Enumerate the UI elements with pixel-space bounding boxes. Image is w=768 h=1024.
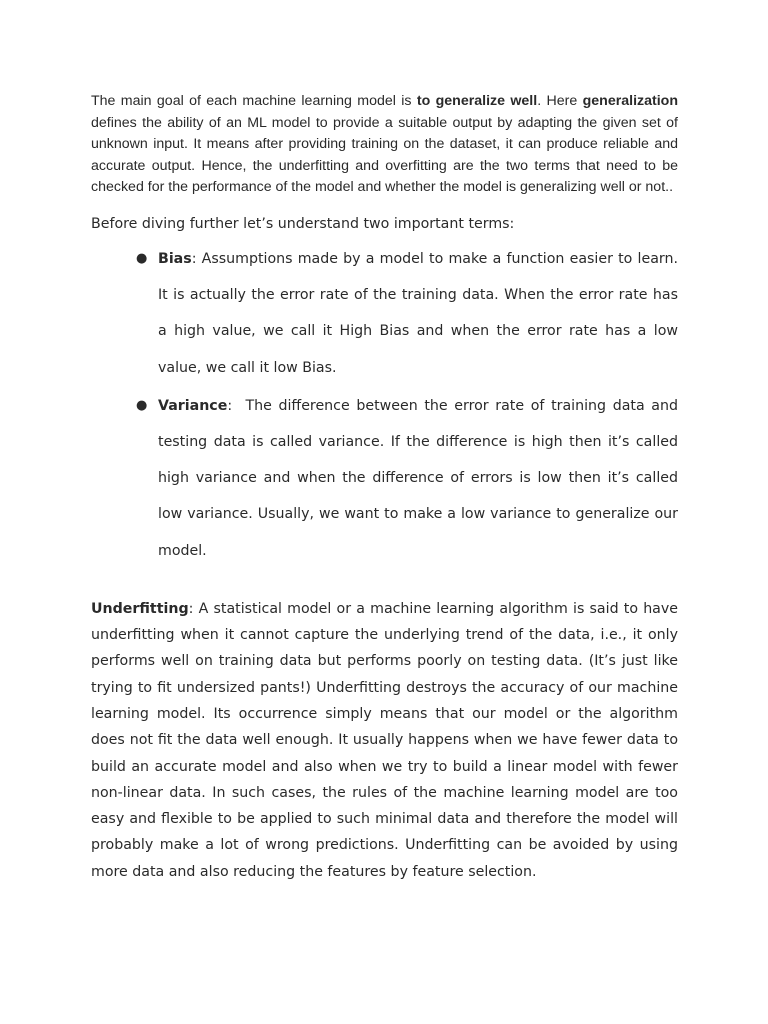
term-name: Variance [158,397,228,414]
underfitting-paragraph [91,596,678,885]
intro-paragraph [91,91,678,199]
term-separator: : [227,397,246,414]
intro-bold-term: generalization [582,93,679,109]
term-name: Bias [158,250,192,267]
bullet-icon: ● [136,397,148,413]
bullet-icon: ● [136,250,148,266]
list-item-variance [136,388,678,569]
underfitting-text: A statistical model or a machine learning algorithm is said to have underfitting when it cannot capture the underlying trend of the data, i.e., it only performs well on training data but performs poorly on testing data. (It’s just like trying to fit undersized pants!) Underfitting destroys the accuracy of our machine learning model. Its occurrence simply means that our model or the algorithm does not fit the data well enough. It usually happens when we have fewer data to build an accurate model and also when we try to build a linear model with fewer non-linear data. In such cases, the rules of the machine learning model are too easy and flexible to be applied to such minimal data and therefore the model will probably make a lot of wrong predictions. Underfitting can be avoided by using more data and also reducing the features by feature selection. [91,600,679,880]
term-definition: Assumptions made by a model to make a function easier to learn. It is actually the error rate of the training data. When the error rate has a high value, we call it High Bias and when the error rate has a low value, we call it low Bias. [158,250,678,376]
term-definition: The difference between the error rate of training data and testing data is called variance. If the difference is high then it’s called high variance and when the difference of errors is low then it’s called low variance. Usually, we want to make a low variance to generalize our model. [158,397,678,559]
intro-text-mid: . Here [537,93,583,109]
term-separator: : [191,250,202,267]
underfitting-heading: Underfitting [91,600,189,617]
list-item-bias [136,241,678,386]
intro-bold-goal: to generalize well [416,93,538,109]
document-page [91,91,678,885]
terms-list [91,241,678,569]
underfitting-separator: : [188,600,199,617]
lead-sentence: Before diving further let’s understand two important terms: [91,215,515,232]
intro-text-start: The main goal of each machine learning model is [91,93,417,109]
intro-text-end: defines the ability of an ML model to provide a suitable output by adapting the given set of unknown input. It means after providing training on the dataset, it can produce reliable and accurate output. Hence, the underfitting and overfitting are the two terms that need to be checked for the performance of the model and whether the model is generalizing well or not.. [91,114,678,196]
